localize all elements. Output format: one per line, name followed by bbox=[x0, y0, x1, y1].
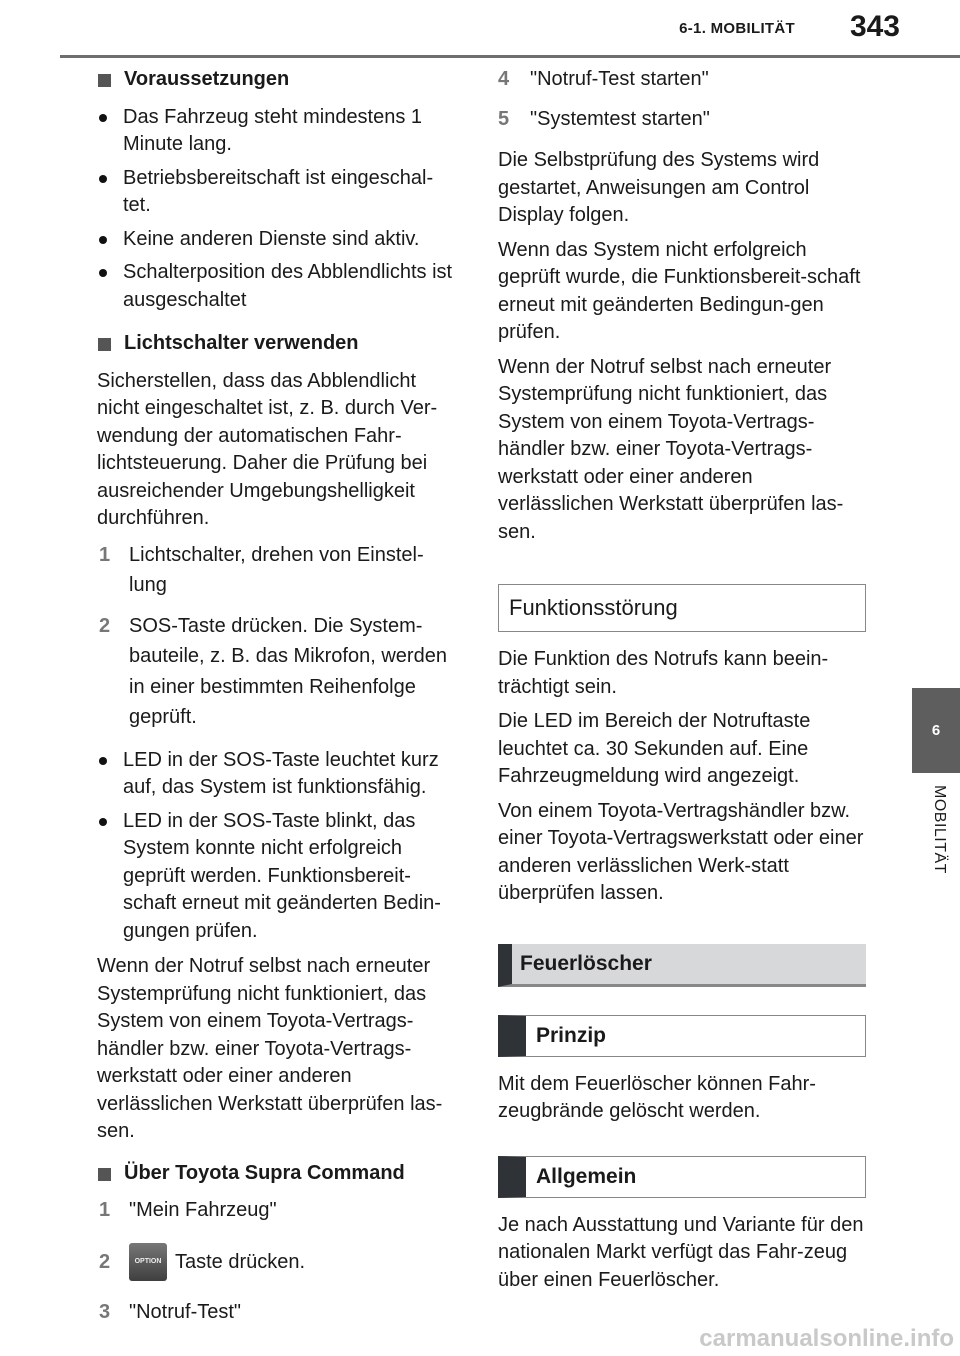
header-divider bbox=[60, 55, 960, 58]
heading-prinzip bbox=[498, 1015, 866, 1057]
step-3 bbox=[97, 1299, 457, 1327]
step-number: 3 bbox=[99, 1300, 111, 1323]
list-item-text: Das Fahrzeug steht mindestens 1 Minute lang. bbox=[123, 105, 423, 155]
list-item-text: LED in der SOS-Taste blinkt, das System konnte nicht erfolgreich geprüft werden. Funktionsbereit-schaft erneut mit geänderten Bedin-gungen prüfen. bbox=[123, 809, 441, 942]
list-item bbox=[97, 104, 457, 159]
square-bullet-icon bbox=[98, 74, 111, 87]
step-text: "Mein Fahrzeug" bbox=[129, 1199, 277, 1221]
bullet-icon bbox=[99, 269, 107, 277]
paragraph: Wenn der Notruf selbst nach erneuter Systemprüfung nicht funktioniert, das System von einem Toyota-Vertrags-händler bzw. einer Toyota-Vertrags-werkstatt oder einer anderen verlässlichen Werkstatt überprüfen las-sen. bbox=[97, 955, 443, 1142]
step-text: "Notruf-Test" bbox=[129, 1300, 242, 1323]
bullet-icon bbox=[99, 175, 107, 183]
heading-text: Funktionsstörung bbox=[509, 595, 678, 620]
right-column bbox=[498, 66, 866, 1301]
list-item-text: Betriebsbereitschaft ist eingeschal-tet. bbox=[123, 166, 434, 216]
bullet-icon bbox=[99, 757, 107, 765]
chapter-label: MOBILITÄT bbox=[931, 785, 948, 874]
option-button-icon: OPTION bbox=[129, 1243, 167, 1281]
paragraph: Die Funktion des Notrufs kann beein-trächtigt sein. bbox=[498, 648, 829, 698]
bullet-icon bbox=[99, 818, 107, 826]
bullet-icon bbox=[99, 114, 107, 122]
list-item-text: Schalterposition des Abblendlichts ist ausgeschaltet bbox=[123, 261, 453, 311]
heading-text: Über Toyota Supra Command bbox=[124, 1161, 405, 1184]
page-number: 343 bbox=[849, 10, 900, 43]
step-number: 5 bbox=[498, 107, 510, 130]
step-text: SOS-Taste drücken. Die System-bauteile, z. B. das Mikrofon, werden in einer bestimmten Reihenfolge geprüft. bbox=[129, 614, 447, 728]
step-text: Taste drücken. bbox=[175, 1250, 306, 1273]
step-1 bbox=[97, 1197, 457, 1225]
step-number: 4 bbox=[498, 68, 510, 90]
list-item bbox=[97, 747, 457, 802]
paragraph: Wenn der Notruf selbst nach erneuter Systemprüfung nicht funktioniert, das System von einem Toyota-Vertrags-händler bzw. einer Toyota-Vertrags-werkstatt oder einer anderen verlässlichen Werkstatt überprüfen las-sen. bbox=[498, 355, 844, 543]
step-4 bbox=[498, 66, 866, 94]
left-column bbox=[97, 66, 457, 1336]
step-number: 1 bbox=[99, 1199, 111, 1221]
step-2 bbox=[97, 1241, 457, 1283]
square-bullet-icon bbox=[98, 338, 111, 351]
heading-text: Allgemein bbox=[536, 1164, 637, 1188]
paragraph: Mit dem Feuerlöscher können Fahr-zeugbrände gelöscht werden. bbox=[498, 1072, 816, 1122]
list-item-text: Keine anderen Dienste sind aktiv. bbox=[123, 227, 420, 250]
step-text: "Notruf-Test starten" bbox=[530, 68, 709, 90]
step-number: 2 bbox=[99, 1250, 111, 1273]
heading-allgemein bbox=[498, 1156, 866, 1198]
heading-command bbox=[97, 1160, 457, 1188]
step-number: 2 bbox=[99, 614, 111, 637]
paragraph: Wenn das System nicht erfolgreich geprüft wurde, die Funktionsbereit-schaft erneut mit geänderten Bedingun-gen prüfen. bbox=[498, 238, 861, 343]
step-number: 1 bbox=[99, 543, 111, 566]
paragraph: Von einem Toyota-Vertragshändler bzw. einer Toyota-Vertragswerkstatt oder einer anderen verlässlichen Werk-statt überprüfen lassen. bbox=[498, 799, 864, 904]
list-item-text: LED in der SOS-Taste leuchtet kurz auf, das System ist funktionsfähig. bbox=[123, 748, 439, 798]
list-item bbox=[97, 226, 457, 254]
step-1 bbox=[97, 540, 457, 601]
paragraph: Sicherstellen, dass das Abblendlicht nicht eingeschaltet ist, z. B. durch Ver-wendung der automatischen Fahr-lichtsteuerung. Daher die Prüfung bei ausreichender Umgebungshelligkeit durchführen. bbox=[97, 369, 438, 529]
step-2 bbox=[97, 611, 457, 733]
step-5 bbox=[498, 106, 866, 134]
list-item bbox=[97, 808, 457, 946]
heading-text: Feuerlöscher bbox=[520, 951, 652, 975]
heading-voraussetzungen bbox=[97, 66, 457, 94]
watermark: carmanualsonline.info bbox=[699, 1325, 954, 1352]
paragraph: Je nach Ausstattung und Variante für den nationalen Markt verfügt das Fahr-zeug über einen Feuerlöscher. bbox=[498, 1213, 864, 1291]
chapter-number: 6 bbox=[931, 722, 941, 739]
chapter-tab bbox=[912, 688, 960, 773]
heading-text: Lichtschalter verwenden bbox=[124, 332, 359, 354]
step-text: "Systemtest starten" bbox=[530, 107, 710, 130]
paragraph: Die LED im Bereich der Notruftaste leuchtet ca. 30 Sekunden auf. Eine Fahrzeugmeldung wird angezeigt. bbox=[498, 710, 811, 787]
step-text: Lichtschalter, drehen von Einstel-lung bbox=[129, 543, 424, 596]
heading-lichtschalter bbox=[97, 330, 457, 358]
heading-funktionsstoerung bbox=[498, 584, 866, 632]
square-bullet-icon bbox=[98, 1168, 111, 1181]
heading-feuerloescher bbox=[498, 944, 866, 987]
heading-text: Prinzip bbox=[536, 1023, 607, 1047]
bullet-icon bbox=[99, 236, 107, 244]
list-item bbox=[97, 165, 457, 220]
list-item bbox=[97, 259, 457, 314]
paragraph: Die Selbstprüfung des Systems wird gestartet, Anweisungen am Control Display folgen. bbox=[498, 149, 820, 226]
heading-text: Voraussetzungen bbox=[124, 68, 290, 90]
section-title: 6-1. MOBILITÄT bbox=[679, 20, 795, 37]
